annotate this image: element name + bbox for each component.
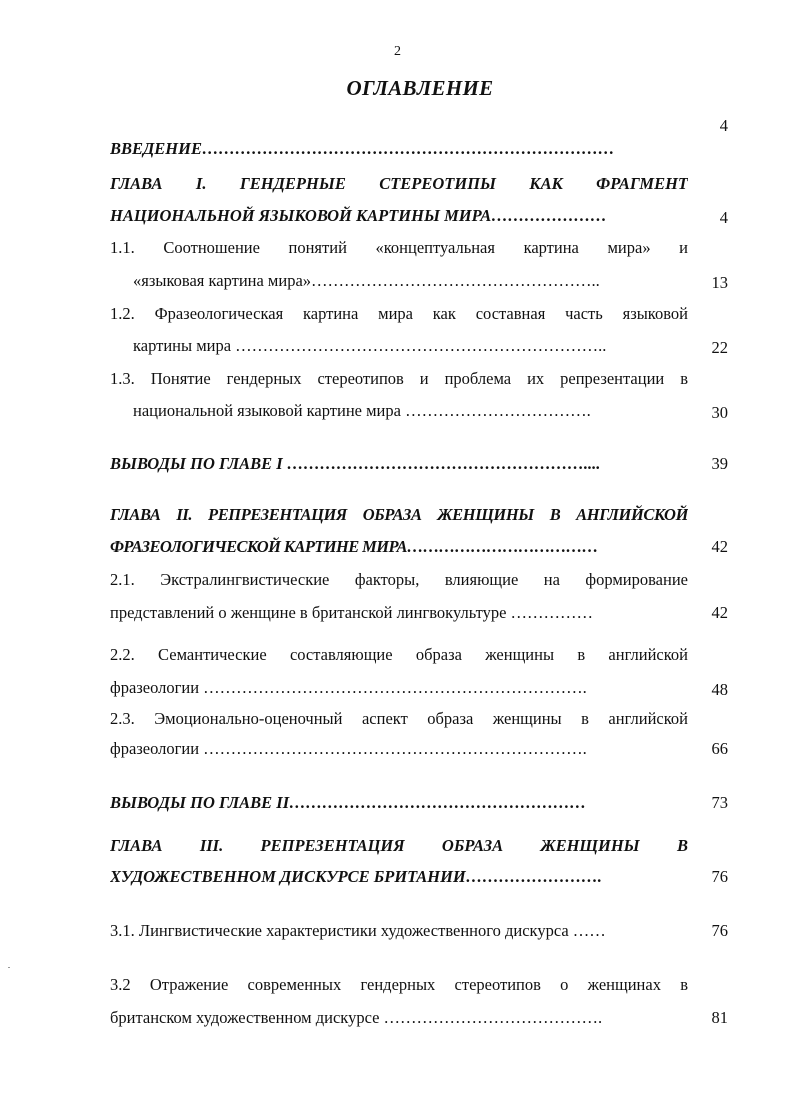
toc-entry-2-1-line-2: представлений о женщине в британской лингвокультуре …………… [110,603,594,622]
toc-entry-3-2-line-1: 3.2 Отражение современных гендерных стереотипов о женщинах в [110,975,688,994]
toc-page-1-1: 13 [711,273,728,292]
toc-entry-3-1: 3.1. Лингвистические характеристики художественного дискурса …… [110,921,606,940]
toc-entry-introduction: ВВЕДЕНИЕ………………………………………………………………… [110,139,615,158]
page-number: 2 [394,44,401,59]
toc-entry-2-3-line-1: 2.3. Эмоционально-оценочный аспект образа женщины в английской [110,709,688,728]
toc-page-conclusions-2: 73 [711,793,728,812]
toc-page-conclusions-1: 39 [711,454,728,473]
scan-speck [8,967,10,968]
toc-page-2-3: 66 [711,739,728,758]
toc-entry-2-3-line-2: фразеологии ……………………………………………………………. [110,739,587,758]
toc-entry-conclusions-1: ВЫВОДЫ ПО ГЛАВЕ I ……………………………………………….... [110,454,601,473]
toc-page-2-1: 42 [711,603,728,622]
toc-entry-1-3-line-2: национальной языковой картине мира ……………………………. [133,401,591,420]
toc-entry-chapter-2-line-1: ГЛАВА II. РЕПРЕЗЕНТАЦИЯ ОБРАЗА ЖЕНЩИНЫ В АНГЛИЙСКОЙ [110,505,688,524]
toc-entry-1-2-line-1: 1.2. Фразеологическая картина мира как составная часть языковой [110,304,688,323]
toc-entry-2-2-line-1: 2.2. Семантические составляющие образа женщины в английской [110,645,688,664]
toc-page-3-1: 76 [711,921,728,940]
toc-entry-1-2-line-2: картины мира ………………………………………………………….. [133,336,607,355]
toc-entry-1-3-line-1: 1.3. Понятие гендерных стереотипов и проблема их репрезентации в [110,369,688,388]
page-title: ОГЛАВЛЕНИЕ [346,76,494,100]
toc-page-3-2: 81 [711,1008,728,1027]
toc-page-chapter-1: 4 [719,208,728,227]
toc-page-introduction: 4 [719,116,728,135]
toc-page-chapter-2: 42 [711,537,728,556]
toc-entry-2-2-line-2: фразеологии ……………………………………………………………. [110,678,587,697]
toc-entry-chapter-3-line-2: ХУДОЖЕСТВЕННОМ ДИСКУРСЕ БРИТАНИИ……………………. [110,867,602,886]
toc-page-1-2: 22 [711,338,728,357]
toc-entry-1-1-line-2: «языковая картина мира»…………………………………………….. [133,271,600,290]
toc-entry-1-1-line-1: 1.1. Соотношение понятий «концептуальная картина мира» и [110,238,688,257]
toc-page-1-3: 30 [711,403,728,422]
toc-entry-chapter-1-line-1: ГЛАВА I. ГЕНДЕРНЫЕ СТЕРЕОТИПЫ КАК ФРАГМЕНТ [110,174,688,193]
toc-entry-conclusions-2: ВЫВОДЫ ПО ГЛАВЕ II……………………………………………… [110,793,587,812]
toc-page-chapter-3: 76 [711,867,728,886]
toc-entry-3-2-line-2: британском художественном дискурсе …………………………………. [110,1008,603,1027]
toc-page-2-2: 48 [711,680,728,699]
toc-entry-2-1-line-1: 2.1. Экстралингвистические факторы, влияющие на формирование [110,570,688,589]
toc-entry-chapter-1-line-2: НАЦИОНАЛЬНОЙ ЯЗЫКОВОЙ КАРТИНЫ МИРА………………… [110,206,607,225]
toc-entry-chapter-2-line-2: ФРАЗЕОЛОГИЧЕСКОЙ КАРТИНЕ МИРА……………………………… [110,537,598,556]
toc-entry-chapter-3-line-1: ГЛАВА III. РЕПРЕЗЕНТАЦИЯ ОБРАЗА ЖЕНЩИНЫ В [110,836,688,855]
